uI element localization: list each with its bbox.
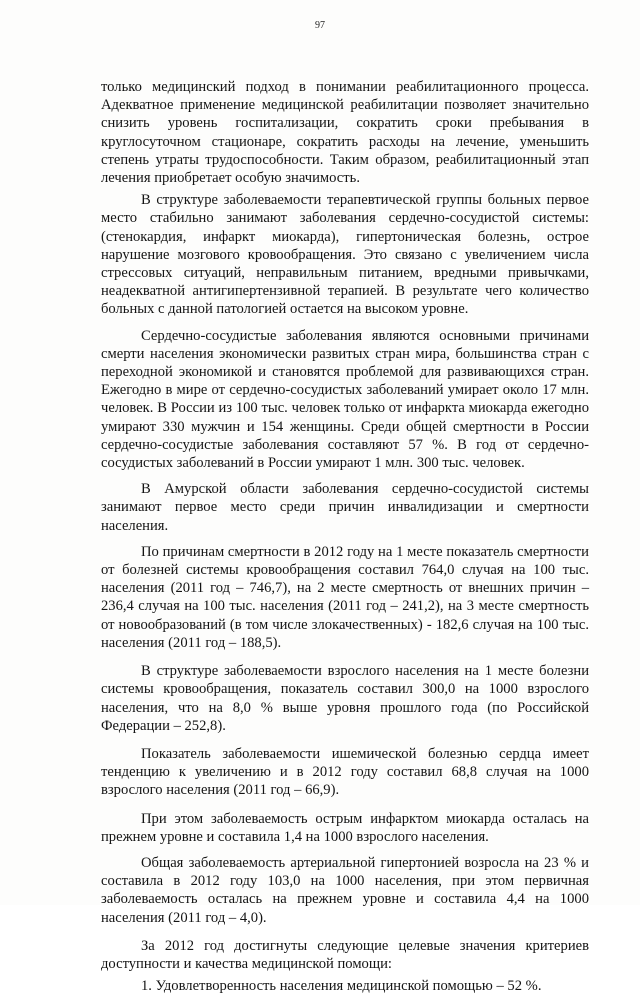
list-item: 1. Удовлетворенность населения медицинской помощью – 52 %.: [141, 978, 542, 995]
paragraph: Общая заболеваемость артериальной гипертонией возросла на 23 % и составила в 2012 году 103,0 на 1000 населения, при этом первичная заболеваемость осталась на прежнем уровне и составила 4,4 на 1000 населения (2011 год – 4,0).: [101, 854, 589, 926]
document-body: [101, 78, 589, 995]
paragraph: Показатель заболеваемости ишемической болезнью сердца имеет тенденцию к увеличению и в 2012 году составил 68,8 случая на 1000 взрослого населения (2011 год – 66,9).: [101, 745, 589, 799]
paragraph: По причинам смертности в 2012 году на 1 месте показатель смертности от болезней системы кровообращения составил 764,0 случая на 100 тыс. населения (2011 год – 746,7), на 2 месте смертность от внешних причин – 236,4 случая на 100 тыс. населения (2011 год – 241,2), на 3 месте смертность от новообразований (в том числе злокачественных) - 182,6 случая на 100 тыс. населения (2011 год – 188,5).: [101, 543, 589, 651]
paragraph-continued: только медицинский подход в понимании реабилитационного процесса. Адекватное применение медицинской реабилитации позволяет значительно снизить уровень госпитализации, сократить сроки пребывания в круглосуточном стационаре, сократить расходы на лечение, уменьшить степень утраты трудоспособности. Таким образом, реабилитационный этап лечения приобретает особую значимость.: [101, 79, 589, 187]
paragraph: При этом заболеваемость острым инфарктом миокарда осталась на прежнем уровне и составила 1,4 на 1000 взрослого населения.: [101, 810, 589, 845]
paragraph: В структуре заболеваемости терапевтической группы больных первое место стабильно занимают заболевания сердечно-сосудистой системы: (стенокардия, инфаркт миокарда), гипертоническая болезнь, острое нарушение мозгового кровообращения. Это связано с увеличением числа стрессовых ситуаций, неправильным питанием, вредными привычками, неадекватной антигипертензивной терапией. В результате чего количество больных с данной патологией остается на высоком уровне.: [101, 192, 589, 318]
paragraph: В Амурской области заболевания сердечно-сосудистой системы занимают первое место среди причин инвалидизации и смертности населения.: [101, 481, 589, 534]
paragraph: За 2012 год достигнуты следующие целевые значения критериев доступности и качества медицинской помощи:: [101, 937, 589, 972]
page-number: 97: [315, 20, 325, 31]
paragraph: В структуре заболеваемости взрослого населения на 1 месте болезни системы кровообращения, показатель составил 300,0 на 1000 взрослого населения, что на 8,0 % выше уровня прошлого года (по Российской Федерации – 252,8).: [101, 663, 589, 734]
paragraph: Сердечно-сосудистые заболевания являются основными причинами смерти населения экономически развитых стран мира, большинства стран с переходной экономикой и становятся проблемой для развивающихся стран. Ежегодно в мире от сердечно-сосудистых заболеваний умирает около 17 млн. человек. В России из 100 тыс. человек только от инфаркта миокарда ежегодно умирают 330 мужчин и 154 женщины. Среди общей смертности в России сердечно-сосудистые заболевания составляют 57 %. В год от сердечно-сосудистых заболеваний в России умирают 1 млн. 300 тыс. человек.: [101, 327, 589, 472]
